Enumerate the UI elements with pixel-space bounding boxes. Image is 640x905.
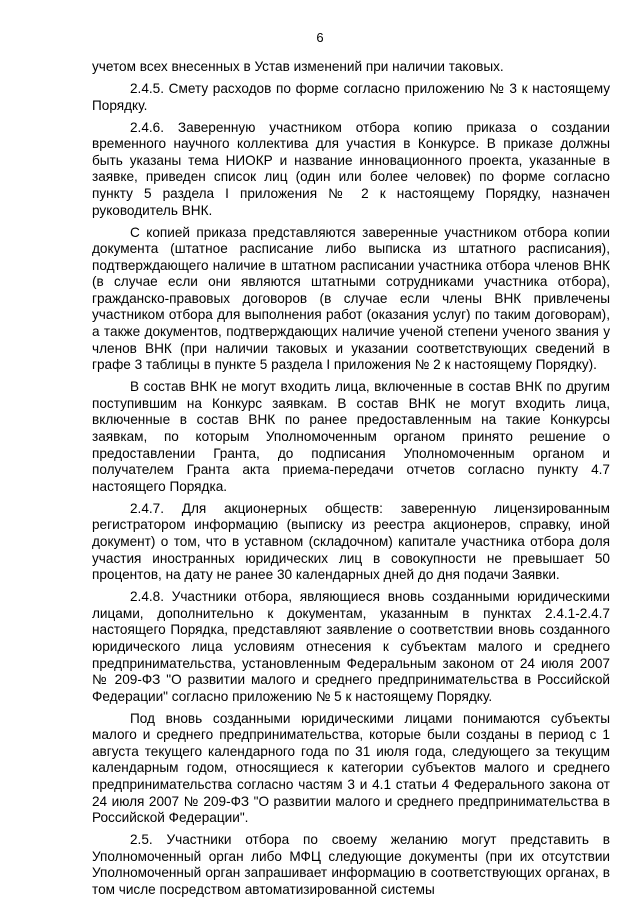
paragraph-2-4-8: 2.4.8. Участники отбора, являющиеся вновь созданными юридическими лицами, дополнительно к документам, указанным в пунктах 2.4.1-2.4.7 настоящего Порядка, представляют заявление о соответствии вновь созданного юридического лица условиям отнесения к субъектам малого и среднего предпринимательства, установленным Федеральным законом от 24 июля 2007 № 209-ФЗ "О развитии малого и среднего предпринимательства в Российской Федерации" согласно приложению № 5 к настоящему Порядку.: [92, 589, 610, 704]
paragraph-continuation: учетом всех внесенных в Устав изменений при наличии таковых.: [92, 59, 504, 74]
paragraph-2-4-6: 2.4.6. Заверенную участником отбора копию приказа о создании временного научного коллектива для участия в Конкурсе. В приказе должны быть указаны тема НИОКР и название инновационного проекта, указанные в заявке, приведен список лиц (один или более человек) по форме согласно пункту 5 раздела I приложения № 2 к настоящему Порядку, назначен руководитель ВНК.: [92, 119, 610, 218]
paragraph-2-5: 2.5. Участники отбора по своему желанию могут представить в Уполномоченный орган либо МФЦ следующие документы (при их отсутствии Уполномоченный орган запрашивает информацию в соответствующих органах, в том числе посредством автоматизированной системы: [92, 832, 610, 898]
paragraph-order-copy: С копией приказа представляются заверенные участником отбора копии документа (штатное расписание либо выписка из штатного расписания), подтверждающего наличие в штатном расписании участника отбора членов ВНК (в случае если они являются штатными сотрудниками участника отбора), гражданско-правовых договоров (в случае если члены ВНК привлечены участником отбора для выполнения работ (оказания услуг) по таким договорам), а также документов, подтверждающих наличие ученой степени ученого звания у членов ВНК (при наличии таковых и указании соответствующих сведений в графе 3 таблицы в пункте 5 раздела I приложения № 2 к настоящему Порядку).: [92, 224, 610, 373]
page-number: 6: [316, 30, 324, 45]
paragraph-2-4-5: 2.4.5. Смету расходов по форме согласно приложению № 3 к настоящему Порядку.: [92, 80, 610, 113]
paragraph-vnk-composition: В состав ВНК не могут входить лица, включенные в состав ВНК по другим поступившим на Конкурс заявкам. В состав ВНК не могут входить лица, включенные в состав ВНК по ранее предоставленным на такие Конкурсы заявкам, по которым Уполномоченным органом принято решение о предоставлении Гранта, до подписания Уполномоченным органом и получателем Гранта акта приема-передачи отчетов согласно пункту 4.7 настоящего Порядка.: [92, 379, 610, 494]
paragraph-2-4-7: 2.4.7. Для акционерных обществ: заверенную лицензированным регистратором информацию (выписку из реестра акционеров, справку, иной документ) о том, что в уставном (складочном) капитале участника отбора доля участия иностранных юридических лиц в совокупности не превышает 50 процентов, на дату не ранее 30 календарных дней до дня подачи Заявки.: [92, 500, 610, 583]
document-body: [92, 59, 610, 904]
paragraph-new-entities: Под вновь созданными юридическими лицами понимаются субъекты малого и среднего предпринимательства, которые были созданы в период с 1 августа текущего календарного года по 31 июля года, следующего за текущим календарным годом, относящиеся к категории субъектов малого и среднего предпринимательства согласно частям 3 и 4.1 статьи 4 Федерального закона от 24 июля 2007 № 209-ФЗ "О развитии малого и среднего предпринимательства в Российской Федерации".: [92, 710, 610, 826]
